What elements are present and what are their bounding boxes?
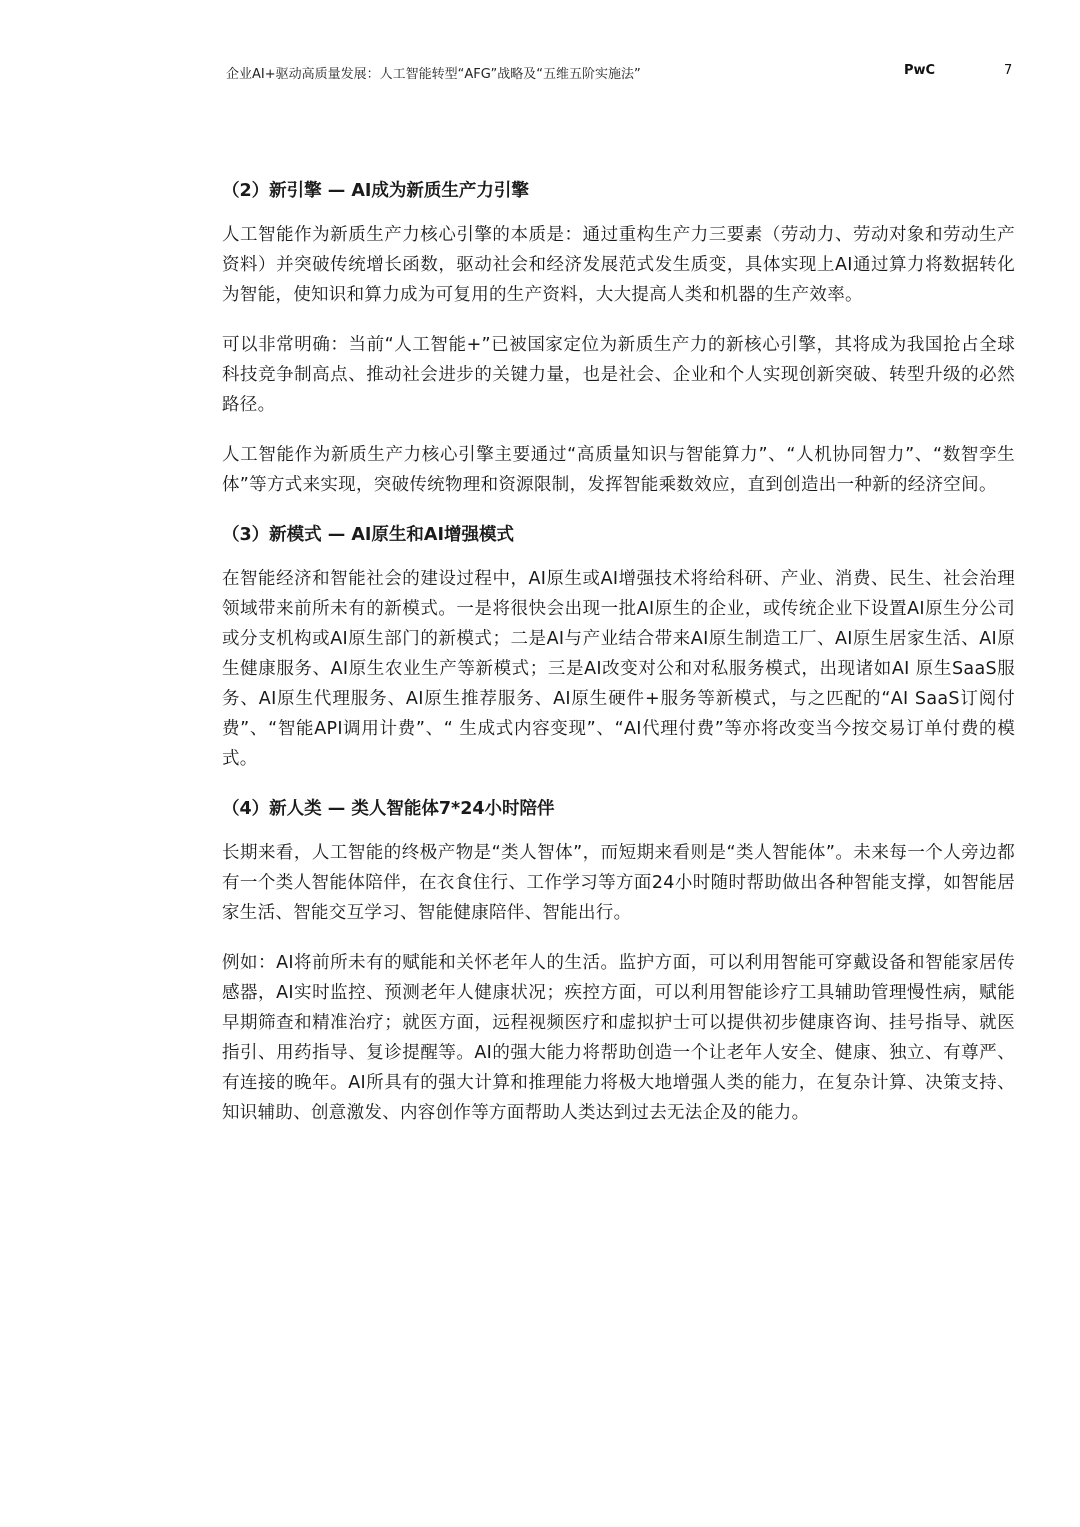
brand-logo-text: PwC	[904, 63, 936, 78]
document-body	[222, 176, 1015, 1148]
section-heading-new-engine: （2）新引擎 — AI成为新质生产力引擎	[222, 181, 529, 201]
section-heading-new-mode: （3）新模式 — AI原生和AI增强模式	[222, 525, 514, 545]
paragraph: 在智能经济和智能社会的建设过程中，AI原生或AI增强技术将给科研、产业、消费、民生、社会治理领域带来前所未有的新模式。一是将很快会出现一批AI原生的企业，或传统企业下设置AI原生分公司或分支机构或AI原生部门的新模式；二是AI与产业结合带来AI原生制造工厂、AI原生居家生活、AI原生健康服务、AI原生农业生产等新模式；三是AI改变对公和对私服务模式，出现诸如AI 原生SaaS服务、AI原生代理服务、AI原生推荐服务、AI原生硬件+服务等新模式，与之匹配的“AI SaaS订阅付费”、“智能API调用计费”、“ 生成式内容变现”、“AI代理付费”等亦将改变当今按交易订单付费的模式。	[222, 569, 1015, 769]
paragraph: 人工智能作为新质生产力核心引擎的本质是：通过重构生产力三要素（劳动力、劳动对象和劳动生产资料）并突破传统增长函数，驱动社会和经济发展范式发生质变，具体实现上AI通过算力将数据转化为智能，使知识和算力成为可复用的生产资料，大大提高人类和机器的生产效率。	[222, 225, 1015, 305]
paragraph: 可以非常明确：当前“人工智能+”已被国家定位为新质生产力的新核心引擎，其将成为我国抢占全球科技竞争制高点、推动社会进步的关键力量，也是社会、企业和个人实现创新突破、转型升级的必然路径。	[222, 335, 1015, 415]
page-number: 7	[1004, 63, 1013, 78]
paragraph: 人工智能作为新质生产力核心引擎主要通过“高质量知识与智能算力”、“人机协同智力”、“数智孪生体”等方式来实现，突破传统物理和资源限制，发挥智能乘数效应，直到创造出一种新的经济空间。	[222, 445, 1015, 495]
document-title: 企业AI+驱动高质量发展：人工智能转型“AFG”战略及“五维五阶实施法”	[226, 67, 641, 82]
page-header	[0, 60, 1080, 84]
paragraph: 长期来看，人工智能的终极产物是“类人智体”，而短期来看则是“类人智能体”。未来每一个人旁边都有一个类人智能体陪伴，在衣食住行、工作学习等方面24小时随时帮助做出各种智能支撑，如智能居家生活、智能交互学习、智能健康陪伴、智能出行。	[222, 843, 1015, 923]
paragraph: 例如：AI将前所未有的赋能和关怀老年人的生活。监护方面，可以利用智能可穿戴设备和智能家居传感器，AI实时监控、预测老年人健康状况；疾控方面，可以利用智能诊疗工具辅助管理慢性病，赋能早期筛查和精准治疗；就医方面，远程视频医疗和虚拟护士可以提供初步健康咨询、挂号指导、就医指引、用药指导、复诊提醒等。AI的强大能力将帮助创造一个让老年人安全、健康、独立、有尊严、有连接的晚年。AI所具有的强大计算和推理能力将极大地增强人类的能力，在复杂计算、决策支持、知识辅助、创意激发、内容创作等方面帮助人类达到过去无法企及的能力。	[222, 953, 1015, 1123]
section-heading-new-human: （4）新人类 — 类人智能体7*24小时陪伴	[222, 799, 555, 819]
